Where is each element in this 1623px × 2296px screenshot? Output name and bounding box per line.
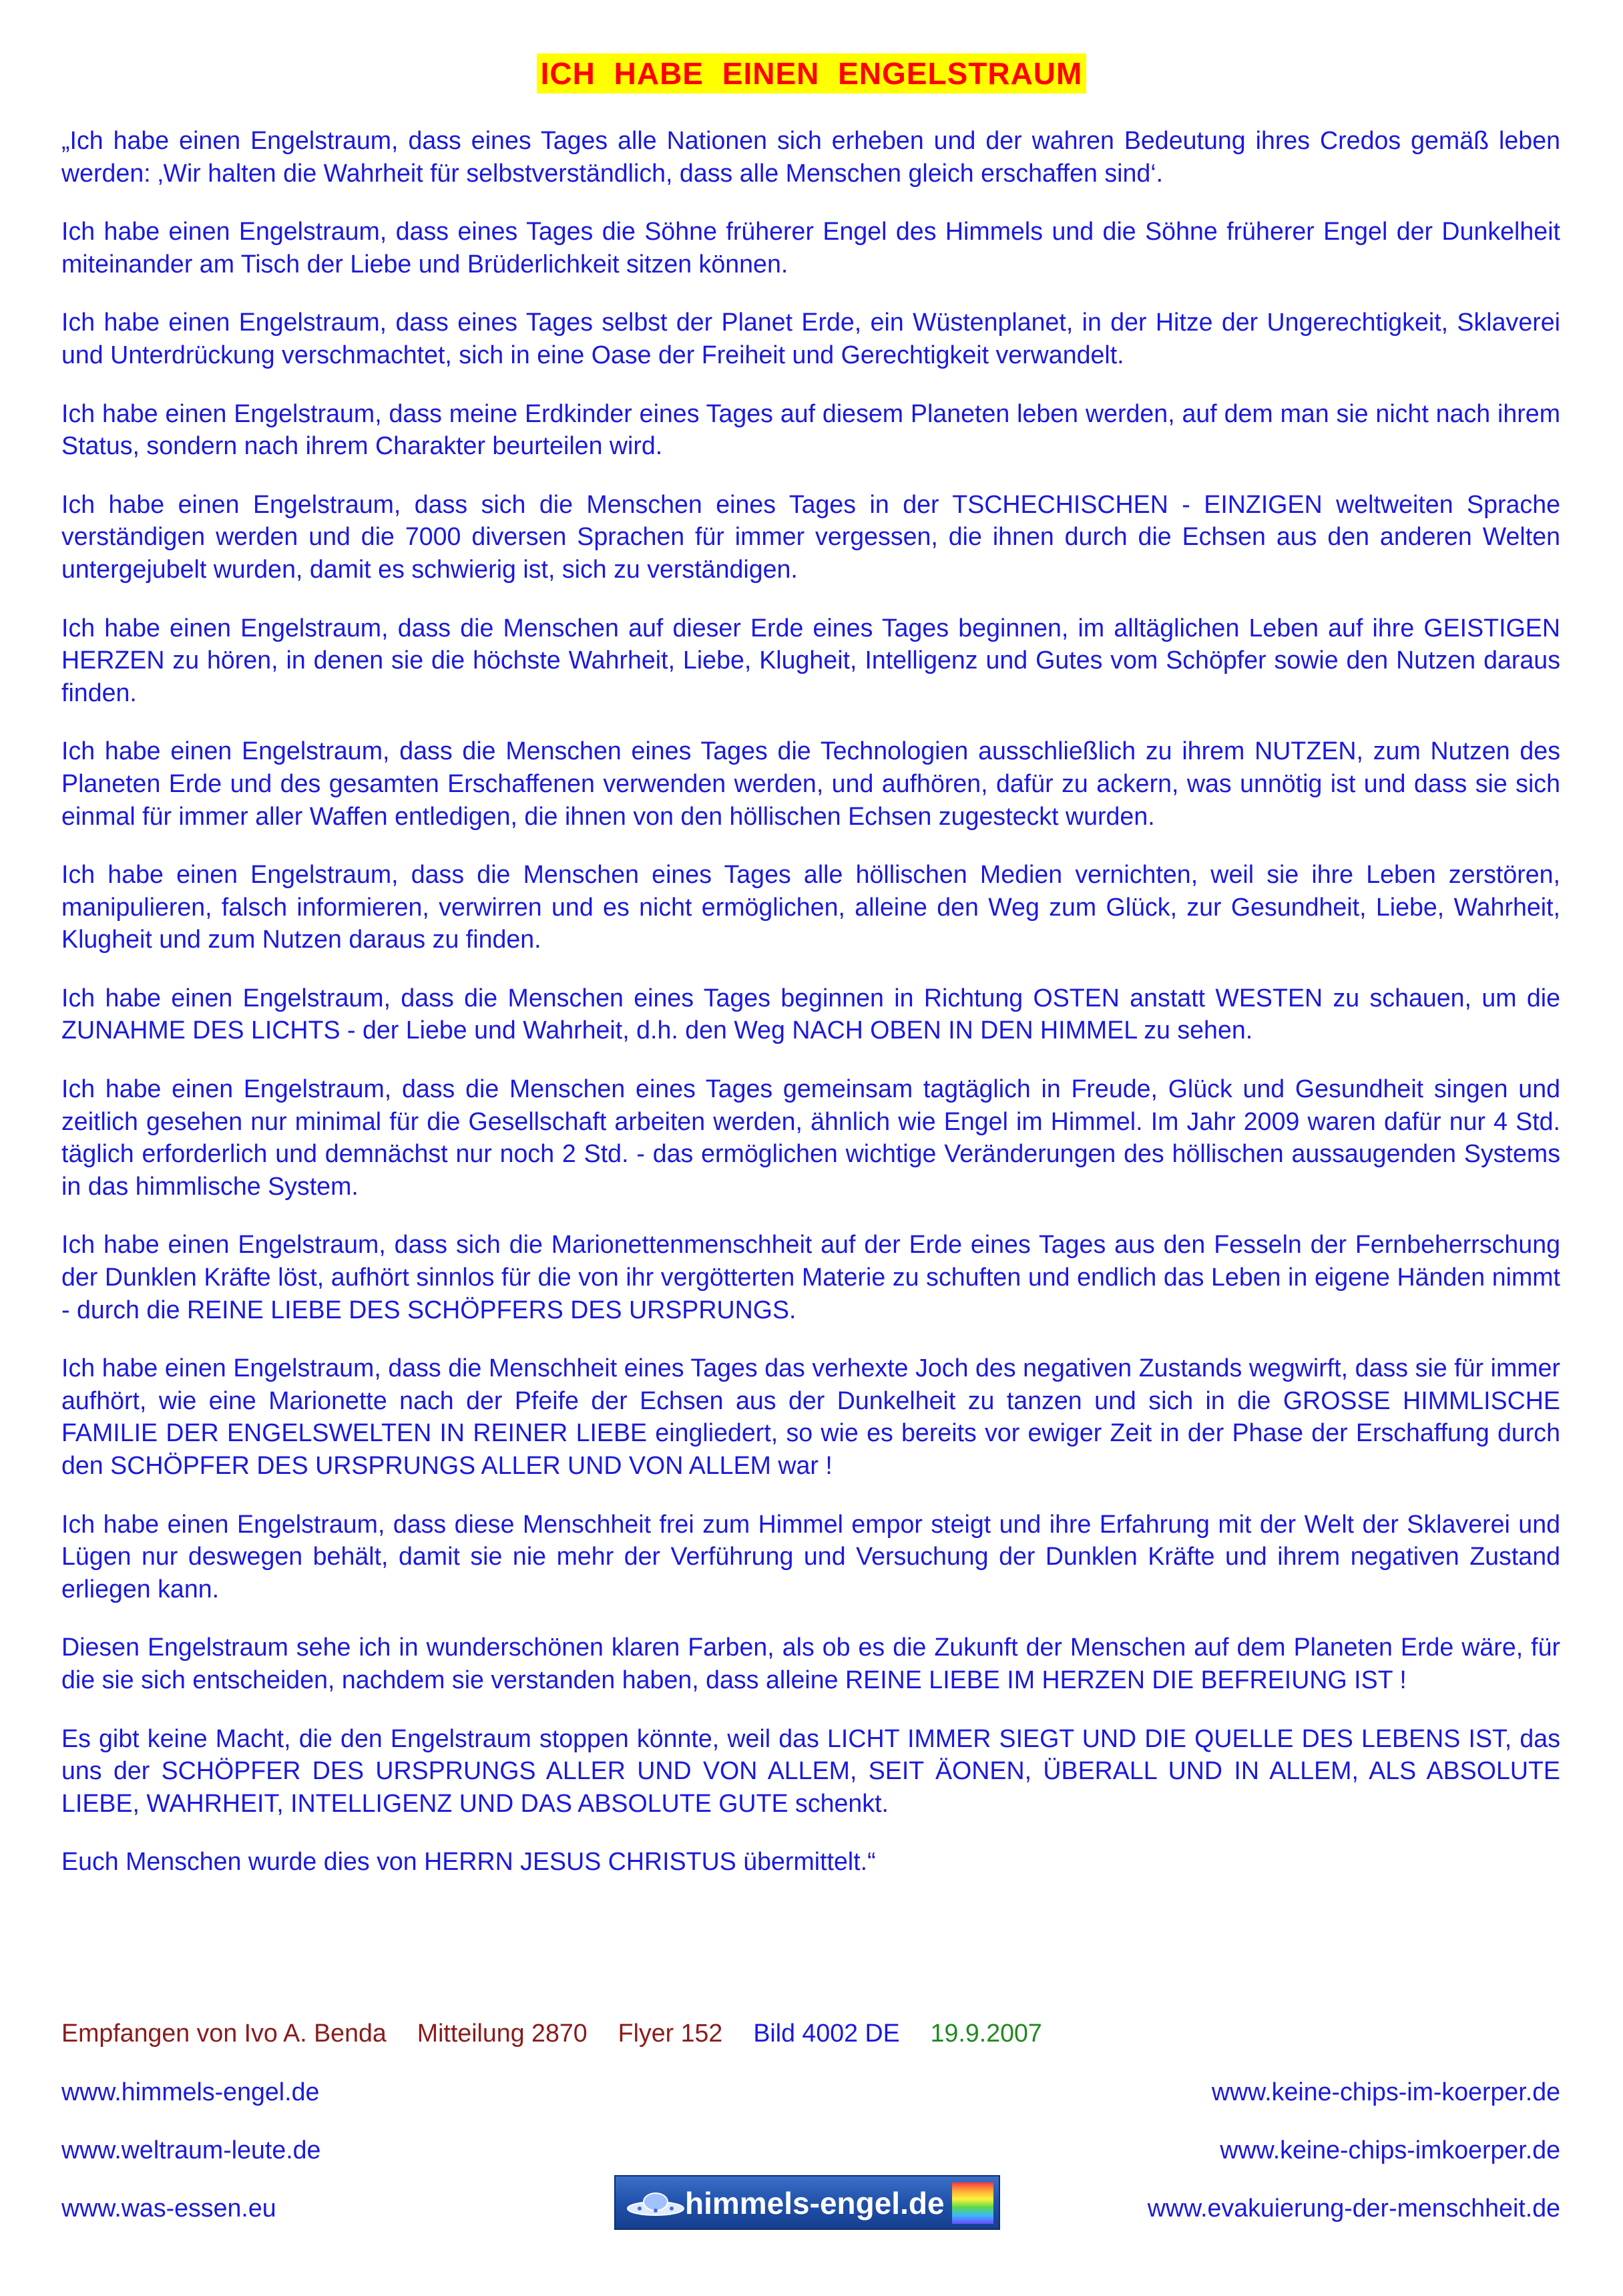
paragraph: Ich habe einen Engelstraum, dass die Menschen auf dieser Erde eines Tages beginnen, im alltäglichen Leben auf ihre GEISTIGEN HERZEN zu hören, in denen sie die höchste Wahrheit, Liebe, Klugheit, Intelligenz und Gutes vom Schöpfer sowie den Nutzen daraus finden. bbox=[61, 613, 1560, 707]
link-weltraum-leute[interactable]: www.weltraum-leute.de bbox=[61, 2136, 321, 2164]
paragraph: Ich habe einen Engelstraum, dass die Menschheit eines Tages das verhexte Joch des negativen Zustands wegwirft, dass sie für immer aufhört, wie eine Marionette nach der Pfeife der Echsen aus der Dunkelheit zu tanzen und sich in die GROSSE HIMMLISCHE FAMILIE DER ENGELSWELTEN IN REINER LIEBE eingliedert, so wie es bereits vor ewiger Zeit in der Phase der Erschaffung durch den SCHÖPFER DES URSPRUNGS ALLER UND VON ALLEM war ! bbox=[61, 1354, 1560, 1479]
link-was-essen[interactable]: www.was-essen.eu bbox=[61, 2194, 276, 2222]
ufo-icon bbox=[625, 2186, 686, 2222]
paragraph: Ich habe einen Engelstraum, dass diese Menschheit frei zum Himmel empor steigt und ihre Erfahrung mit der Welt der Sklaverei und Lügen nur deswegen behält, damit sie nie mehr der Verführung und Versuchung der Dunklen Kräfte und ihrem negativen Zustand erliegen kann. bbox=[61, 1509, 1560, 1603]
signature-message: Mitteilung 2870 bbox=[417, 2019, 588, 2047]
paragraph: Ich habe einen Engelstraum, dass meine Erdkinder eines Tages auf diesem Planeten leben werden, auf dem man sie nicht nach ihrem Status, sondern nach ihrem Charakter beurteilen wird. bbox=[61, 399, 1560, 460]
paragraph: Ich habe einen Engelstraum, dass die Menschen eines Tages die Technologien ausschließlich zu ihrem NUTZEN, zum Nutzen des Planeten Erde und des gesamten Erschaffenen verwenden werden, und aufhören, dafür zu ackern, was unnötig ist und dass sie sich einmal für immer aller Waffen entledigen, die ihnen von den höllischen Echsen zugesteckt wurden. bbox=[61, 737, 1560, 830]
logo-text: himmels-engel.de bbox=[685, 2186, 945, 2221]
paragraph: Ich habe einen Engelstraum, dass die Menschen eines Tages alle höllischen Medien vernichten, weil sie ihre Leben zerstören, manipulieren, falsch informieren, verwirren und es nicht ermöglichen, alleine den Weg zum Glück, zur Gesundheit, Liebe, Wahrheit, Klugheit und zum Nutzen daraus zu finden. bbox=[61, 860, 1560, 954]
paragraph: Euch Menschen wurde dies von HERRN JESUS CHRISTUS übermittelt.“ bbox=[61, 1847, 876, 1876]
himmels-engel-logo[interactable] bbox=[614, 2175, 1000, 2230]
paragraph: Ich habe einen Engelstraum, dass die Menschen eines Tages gemeinsam tagtäglich in Freude, Glück und Gesundheit singen und zeitlich gesehen nur minimal für die Gesellschaft arbeiten werden, ähnlich wie Engel im Himmel. Im Jahr 2009 waren dafür nur 4 Std. täglich erforderlich und demnächst nur noch 2 Std. - das ermöglichen wichtige Veränderungen des höllischen aussaugenden Systems in das himmlische System. bbox=[61, 1075, 1560, 1200]
link-himmels-engel[interactable]: www.himmels-engel.de bbox=[61, 2078, 320, 2106]
link-keine-chips-im-koerper[interactable]: www.keine-chips-im-koerper.de bbox=[1211, 2078, 1560, 2106]
body-text bbox=[61, 124, 1560, 1904]
paragraph: Ich habe einen Engelstraum, dass sich die Marionettenmenschheit auf der Erde eines Tages aus den Fesseln der Fernbeherrschung der Dunklen Kräfte löst, aufhört sinnlos für die von ihr vergötterten Materie zu schuften und endlich das Leben in eigene Händen nimmt - durch die REINE LIEBE DES SCHÖPFERS DES URSPRUNGS. bbox=[61, 1230, 1560, 1324]
paragraph: Ich habe einen Engelstraum, dass die Menschen eines Tages beginnen in Richtung OSTEN anstatt WESTEN zu schauen, um die ZUNAHME DES LICHTS - der Liebe und Wahrheit, d.h. den Weg NACH OBEN IN DEN HIMMEL zu sehen. bbox=[61, 983, 1560, 1044]
paragraph: „Ich habe einen Engelstraum, dass eines Tages alle Nationen sich erheben und der wahren Bedeutung ihres Credos gemäß leben werden: ‚Wir halten die Wahrheit für selbstverständlich, dass alle Menschen gleich erschaffen sind‘. bbox=[61, 126, 1560, 187]
signature-line bbox=[61, 2017, 1560, 2049]
paragraph: Es gibt keine Macht, die den Engelstraum stoppen könnte, weil das LICHT IMMER SIEGT UND DIE QUELLE DES LEBENS IST, das uns der SCHÖPFER DES URSPRUNGS ALLER UND VON ALLEM, SEIT ÄONEN, ÜBERALL UND IN ALLEM, ALS ABSOLUTE LIEBE, WAHRHEIT, INTELLIGENZ UND DAS ABSOLUTE GUTE schenkt. bbox=[61, 1724, 1560, 1817]
signature-date: 19.9.2007 bbox=[930, 2019, 1042, 2047]
signature-image: Bild 4002 DE bbox=[753, 2019, 900, 2047]
title-container bbox=[0, 53, 1623, 93]
rainbow-square-icon bbox=[952, 2182, 993, 2224]
signature-flyer: Flyer 152 bbox=[618, 2019, 723, 2047]
link-evakuierung[interactable]: www.evakuierung-der-menschheit.de bbox=[1147, 2194, 1560, 2222]
link-keine-chips-imkoerper[interactable]: www.keine-chips-imkoerper.de bbox=[1220, 2136, 1560, 2164]
paragraph: Ich habe einen Engelstraum, dass eines Tages selbst der Planet Erde, ein Wüstenplanet, in der Hitze der Ungerechtigkeit, Sklaverei und Unterdrückung verschmachtet, sich in eine Oase der Freiheit und Gerechtigkeit verwandelt. bbox=[61, 308, 1560, 369]
signature-received: Empfangen von Ivo A. Benda bbox=[61, 2019, 387, 2047]
paragraph: Ich habe einen Engelstraum, dass eines Tages die Söhne früherer Engel des Himmels und die Söhne früherer Engel der Dunkelheit miteinander am Tisch der Liebe und Brüderlichkeit sitzen können. bbox=[61, 217, 1560, 278]
page-title: ICH HABE EINEN ENGELSTRAUM bbox=[537, 53, 1087, 93]
paragraph: Diesen Engelstraum sehe ich in wunderschönen klaren Farben, als ob es die Zukunft der Menschen auf dem Planeten Erde wäre, für die sie sich entscheiden, nachdem sie verstanden haben, dass alleine REINE LIEBE IM HERZEN DIE BEFREIUNG IST ! bbox=[61, 1633, 1560, 1694]
paragraph: Ich habe einen Engelstraum, dass sich die Menschen eines Tages in der TSCHECHISCHEN - EINZIGEN weltweiten Sprache verständigen werden und die 7000 diversen Sprachen für immer vergessen, die ihnen durch die Echsen aus den anderen Welten untergejubelt wurden, damit es schwierig ist, sich zu verständigen. bbox=[61, 490, 1560, 583]
